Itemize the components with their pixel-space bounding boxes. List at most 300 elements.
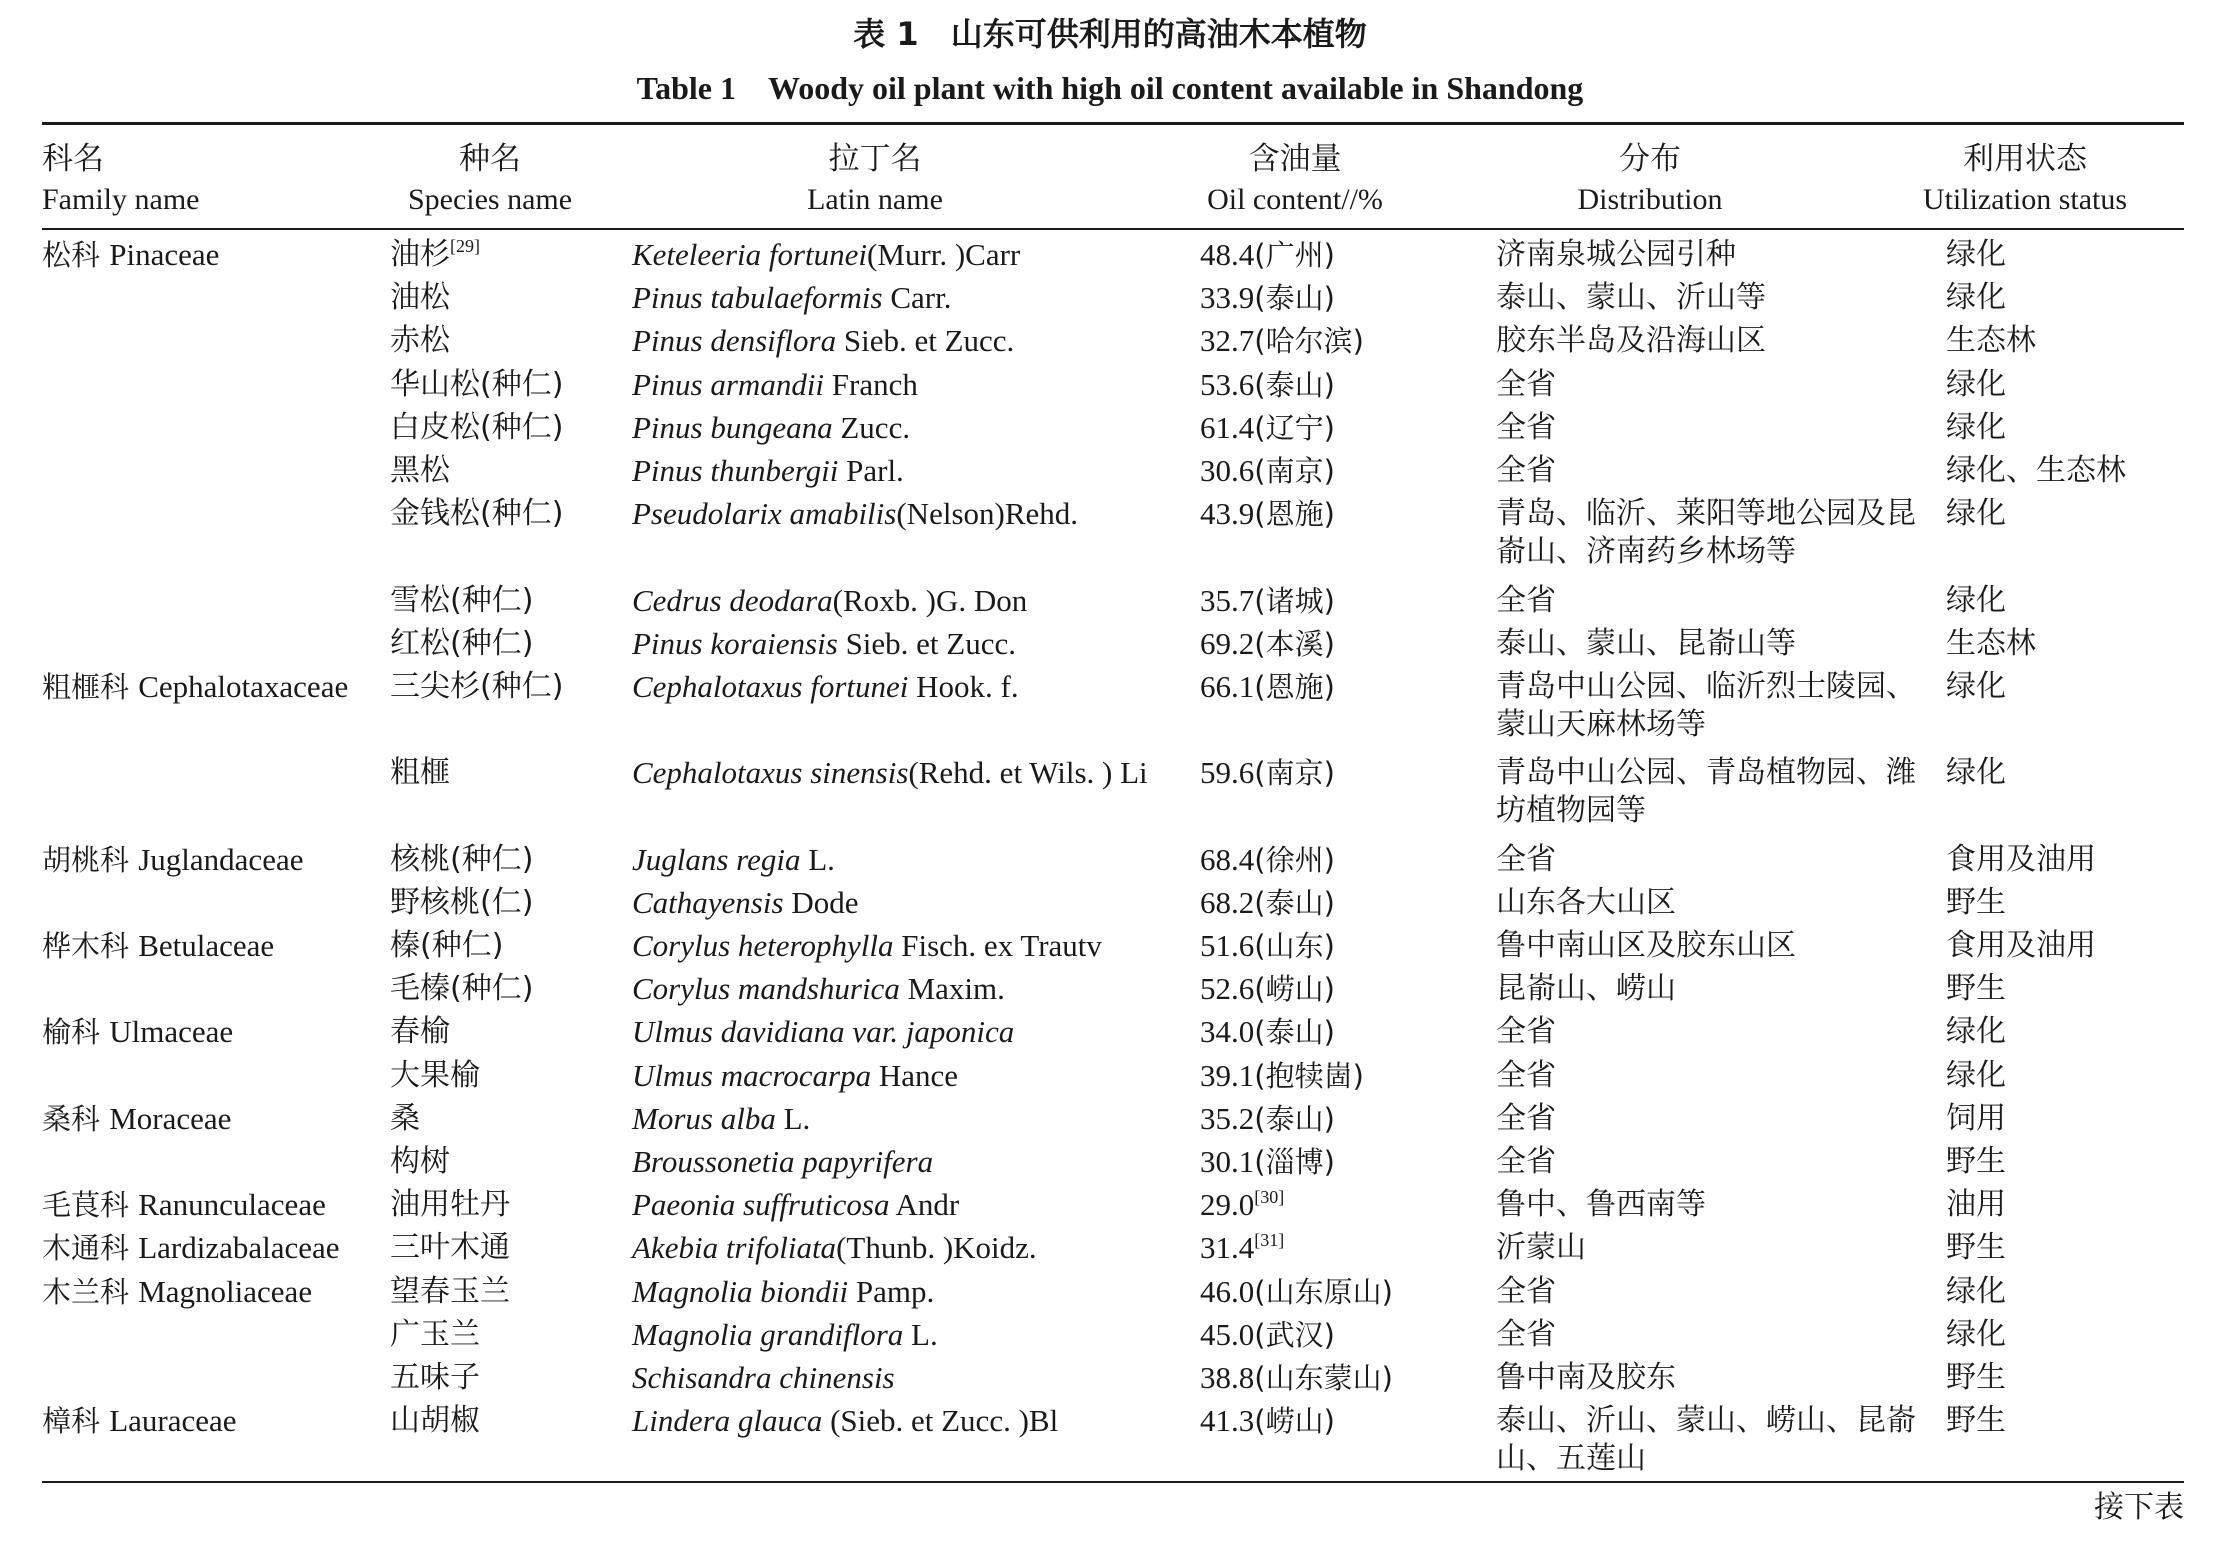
table-row — [0, 1057, 2220, 1100]
species-name: 五味子 — [390, 1359, 480, 1395]
oil-value: 48.4 — [1200, 237, 1255, 272]
oil-cell — [1200, 1100, 1480, 1138]
header-distribution-cn: 分布 — [1619, 141, 1681, 177]
oil-place: (本溪) — [1254, 626, 1335, 661]
latin-italic: Magnolia biondii — [632, 1273, 849, 1309]
distribution-cell — [1496, 409, 1936, 447]
utilization-text: 绿化 — [1946, 668, 2006, 704]
oil-place: (辽宁) — [1254, 410, 1335, 445]
distribution-cell — [1496, 1316, 1936, 1354]
latin-authority: Hance — [871, 1057, 959, 1093]
oil-cell — [1200, 582, 1480, 620]
species-cell — [390, 582, 620, 620]
table-row — [0, 1229, 2220, 1272]
species-name: 野核桃(仁) — [390, 884, 534, 920]
latin-cell — [632, 1402, 1152, 1440]
family-cn: 桑科 — [42, 1101, 101, 1136]
table-header — [0, 138, 2220, 224]
latin-italic: Ulmus macrocarpa — [632, 1057, 872, 1093]
species-cell — [390, 1186, 620, 1224]
species-cell — [390, 366, 620, 404]
latin-cell — [632, 409, 1152, 447]
oil-place: (恩施) — [1254, 669, 1335, 704]
latin-italic: Paeonia suffruticosa — [632, 1187, 890, 1223]
latin-cell — [632, 1100, 1152, 1138]
species-name: 油用牡丹 — [390, 1187, 510, 1223]
species-name: 白皮松(种仁) — [390, 409, 564, 445]
latin-authority: (Sieb. et Zucc. )Bl — [822, 1403, 1059, 1439]
utilization-text: 绿化 — [1946, 1057, 2006, 1093]
species-name: 毛榛(种仁) — [390, 971, 534, 1007]
oil-value: 33.9 — [1200, 280, 1255, 316]
species-name: 红松(种仁) — [390, 625, 534, 661]
utilization-text: 饲用 — [1946, 1100, 2006, 1136]
table-caption-en: Table 1 Woody oil plant with high oil content available in Shandong — [636, 70, 1584, 106]
distribution-cell — [1496, 1143, 1936, 1181]
header-utilization-en: Utilization status — [1922, 183, 2128, 216]
oil-place: (崂山) — [1254, 972, 1335, 1007]
distribution-text: 全省 — [1496, 452, 1556, 488]
oil-place: (泰山) — [1254, 1101, 1335, 1136]
distribution-text: 全省 — [1496, 1316, 1556, 1352]
species-name: 核桃(种仁) — [390, 841, 534, 877]
oil-value: 35.7 — [1200, 582, 1255, 618]
distribution-text: 青岛、临沂、莱阳等地公园及昆嵛山、济南药乡林场等 — [1496, 496, 1916, 570]
oil-value: 53.6 — [1200, 366, 1255, 402]
table-row — [0, 754, 2220, 840]
utilization-text: 绿化、生态林 — [1946, 452, 2126, 488]
utilization-text: 生态林 — [1946, 625, 2036, 661]
oil-cell — [1200, 1057, 1480, 1095]
continued-note: 接下表 — [2094, 1490, 2184, 1525]
oil-cell — [1200, 970, 1480, 1008]
oil-cell — [1200, 1186, 1480, 1224]
oil-value: 31.4 — [1200, 1230, 1255, 1266]
distribution-cell — [1496, 927, 1936, 965]
species-name: 大果榆 — [390, 1057, 480, 1093]
latin-authority: Fisch. ex Trautv — [893, 928, 1102, 964]
oil-place: (广州) — [1254, 238, 1335, 272]
family-cell — [42, 841, 372, 879]
species-name: 春榆 — [390, 1014, 450, 1050]
utilization-cell — [1946, 322, 2186, 360]
oil-cell — [1200, 409, 1480, 447]
species-cell — [390, 1013, 620, 1051]
species-cell — [390, 884, 620, 922]
species-name: 金钱松(种仁) — [390, 496, 564, 532]
family-cell — [42, 1186, 372, 1224]
utilization-text: 绿化 — [1946, 366, 2006, 402]
latin-authority: Zucc. — [832, 409, 911, 445]
species-ref: [29] — [450, 236, 480, 256]
latin-authority: L. — [800, 841, 835, 877]
distribution-cell — [1496, 1273, 1936, 1311]
oil-value: 45.0 — [1200, 1316, 1255, 1352]
header-latin-en: Latin name — [807, 183, 943, 216]
utilization-cell — [1946, 884, 2186, 922]
utilization-text: 油用 — [1946, 1187, 2006, 1223]
family-cn: 樟科 — [42, 1404, 101, 1439]
utilization-cell — [1946, 970, 2186, 1008]
oil-value: 41.3 — [1200, 1403, 1255, 1439]
latin-authority: (Roxb. )G. Don — [832, 582, 1028, 618]
family-cell — [42, 1013, 372, 1051]
oil-value: 68.2 — [1200, 884, 1255, 920]
species-name: 三尖杉(种仁) — [390, 668, 564, 704]
oil-cell — [1200, 1316, 1480, 1354]
distribution-cell — [1496, 1186, 1936, 1224]
latin-cell — [632, 668, 1152, 706]
oil-cell — [1200, 884, 1480, 922]
oil-place: (山东蒙山) — [1254, 1360, 1393, 1395]
oil-place: (山东) — [1254, 929, 1335, 964]
oil-cell — [1200, 1273, 1480, 1311]
oil-place: (泰山) — [1254, 281, 1335, 316]
distribution-cell — [1496, 582, 1936, 620]
distribution-cell — [1496, 1013, 1936, 1051]
table-row — [0, 1143, 2220, 1186]
distribution-text: 胶东半岛及沿海山区 — [1496, 323, 1766, 359]
family-cell — [42, 1402, 372, 1440]
latin-authority: Dode — [783, 884, 859, 920]
utilization-text: 绿化 — [1946, 755, 2006, 791]
family-cell — [42, 668, 372, 706]
species-name: 油松 — [390, 280, 450, 316]
distribution-text: 鲁中南及胶东 — [1496, 1359, 1676, 1395]
utilization-text: 食用及油用 — [1946, 928, 2096, 964]
latin-authority: (Thunb. )Koidz. — [836, 1230, 1037, 1266]
header-latin — [620, 138, 1130, 224]
utilization-cell — [1946, 625, 2186, 663]
latin-italic: Lindera glauca — [632, 1403, 823, 1439]
latin-cell — [632, 1273, 1152, 1311]
latin-italic: Keteleeria fortunei — [632, 237, 868, 272]
oil-value: 68.4 — [1200, 841, 1255, 877]
distribution-cell — [1496, 322, 1936, 360]
distribution-text: 沂蒙山 — [1496, 1230, 1586, 1266]
species-name: 油杉 — [390, 237, 450, 272]
oil-value: 61.4 — [1200, 409, 1255, 445]
latin-authority: Sieb. et Zucc. — [836, 323, 1015, 359]
species-cell — [390, 1316, 620, 1354]
distribution-cell — [1496, 236, 1936, 274]
table-body — [0, 236, 2220, 1489]
distribution-text: 全省 — [1496, 1100, 1556, 1136]
utilization-cell — [1946, 1402, 2186, 1440]
oil-cell — [1200, 754, 1480, 792]
latin-authority: Andr — [889, 1187, 960, 1223]
family-cn: 榆科 — [42, 1015, 101, 1050]
oil-place: (武汉) — [1254, 1317, 1335, 1352]
oil-value: 39.1 — [1200, 1057, 1255, 1093]
table-row — [0, 279, 2220, 322]
oil-cell — [1200, 495, 1480, 533]
species-cell — [390, 841, 620, 879]
table-row — [0, 495, 2220, 581]
distribution-cell — [1496, 1100, 1936, 1138]
latin-cell — [632, 1229, 1152, 1267]
latin-cell — [632, 279, 1152, 317]
oil-cell — [1200, 1143, 1480, 1181]
species-cell — [390, 236, 620, 274]
table-row — [0, 582, 2220, 625]
oil-cell — [1200, 927, 1480, 965]
table-row — [0, 927, 2220, 970]
table-row — [0, 322, 2220, 365]
distribution-text: 全省 — [1496, 582, 1556, 618]
species-cell — [390, 754, 620, 792]
distribution-text: 鲁中、鲁西南等 — [1496, 1187, 1706, 1223]
latin-italic: Morus alba — [632, 1100, 776, 1136]
latin-cell — [632, 1013, 1152, 1051]
latin-italic: Corylus heterophylla — [632, 928, 894, 964]
oil-cell — [1200, 625, 1480, 663]
table-bottom-rule — [42, 1481, 2184, 1483]
family-latin: Ulmaceae — [109, 1014, 234, 1050]
utilization-cell — [1946, 582, 2186, 620]
utilization-cell — [1946, 279, 2186, 317]
utilization-cell — [1946, 1186, 2186, 1224]
header-oil-cn: 含油量 — [1248, 141, 1342, 177]
table-row — [0, 841, 2220, 884]
oil-cell — [1200, 841, 1480, 879]
header-utilization-cn: 利用状态 — [1963, 141, 2087, 177]
distribution-text: 全省 — [1496, 1057, 1556, 1093]
distribution-cell — [1496, 1229, 1936, 1267]
table-row — [0, 1186, 2220, 1229]
family-cn: 粗榧科 — [42, 669, 130, 704]
species-cell — [390, 1100, 620, 1138]
species-cell — [390, 1402, 620, 1440]
oil-cell — [1200, 1013, 1480, 1051]
latin-cell — [632, 1057, 1152, 1095]
oil-place: (哈尔滨) — [1254, 324, 1364, 359]
distribution-cell — [1496, 625, 1936, 663]
family-cell — [42, 236, 372, 274]
distribution-cell — [1496, 1057, 1936, 1095]
species-cell — [390, 1057, 620, 1095]
family-cell — [42, 927, 372, 965]
latin-italic: Cephalotaxus sinensis — [632, 755, 909, 791]
species-cell — [390, 452, 620, 490]
latin-cell — [632, 970, 1152, 1008]
latin-italic: Corylus mandshurica — [632, 971, 900, 1007]
oil-value: 32.7 — [1200, 323, 1255, 359]
distribution-text: 全省 — [1496, 1143, 1556, 1179]
latin-cell — [632, 322, 1152, 360]
utilization-text: 野生 — [1946, 1143, 2006, 1179]
latin-italic: Akebia trifoliata — [632, 1230, 837, 1266]
header-species — [370, 138, 610, 224]
utilization-text: 绿化 — [1946, 1014, 2006, 1050]
species-cell — [390, 279, 620, 317]
species-cell — [390, 409, 620, 447]
latin-authority: Maxim. — [899, 971, 1005, 1007]
utilization-cell — [1946, 1316, 2186, 1354]
distribution-text: 昆嵛山、崂山 — [1496, 971, 1676, 1007]
utilization-text: 野生 — [1946, 971, 2006, 1007]
latin-italic: Cephalotaxus fortunei — [632, 668, 909, 704]
header-utilization — [1900, 138, 2150, 224]
utilization-text: 绿化 — [1946, 582, 2006, 618]
latin-cell — [632, 625, 1152, 663]
latin-authority: (Rehd. et Wils. ) Li — [908, 755, 1148, 791]
distribution-cell — [1496, 884, 1936, 922]
species-name: 榛(种仁) — [390, 928, 504, 964]
header-distribution-en: Distribution — [1577, 183, 1723, 216]
utilization-cell — [1946, 1013, 2186, 1051]
table-row — [0, 1359, 2220, 1402]
oil-value: 46.0 — [1200, 1273, 1255, 1309]
family-latin: Ranunculaceae — [138, 1187, 326, 1223]
latin-cell — [632, 582, 1152, 620]
species-name: 黑松 — [390, 452, 450, 488]
distribution-text: 济南泉城公园引种 — [1496, 237, 1736, 272]
latin-cell — [632, 366, 1152, 404]
oil-place: (南京) — [1254, 453, 1335, 488]
distribution-text: 山东各大山区 — [1496, 884, 1676, 920]
family-cn: 木兰科 — [42, 1274, 130, 1309]
family-cell — [42, 1100, 372, 1138]
latin-cell — [632, 495, 1152, 533]
table-row — [0, 1013, 2220, 1056]
latin-italic: Magnolia grandiflora — [632, 1316, 904, 1352]
latin-authority: (Murr. )Carr — [867, 237, 1021, 272]
latin-authority: Franch — [824, 366, 918, 402]
latin-cell — [632, 754, 1152, 792]
utilization-text: 绿化 — [1946, 1316, 2006, 1352]
table-header-rule — [42, 228, 2184, 230]
family-cn: 胡桃科 — [42, 842, 130, 877]
latin-cell — [632, 1186, 1152, 1224]
utilization-cell — [1946, 366, 2186, 404]
family-cn: 木通科 — [42, 1231, 130, 1266]
header-oil — [1170, 138, 1420, 224]
distribution-text: 泰山、沂山、蒙山、崂山、昆嵛山、五莲山 — [1496, 1403, 1916, 1477]
header-oil-en: Oil content//% — [1207, 183, 1383, 216]
species-name: 粗榧 — [390, 755, 450, 791]
species-name: 雪松(种仁) — [390, 582, 534, 618]
utilization-cell — [1946, 1100, 2186, 1138]
family-cn: 桦木科 — [42, 929, 130, 964]
utilization-text: 野生 — [1946, 1403, 2006, 1439]
distribution-cell — [1496, 279, 1936, 317]
utilization-cell — [1946, 1273, 2186, 1311]
distribution-text: 泰山、蒙山、沂山等 — [1496, 280, 1766, 316]
utilization-cell — [1946, 495, 2186, 533]
table-row — [0, 1100, 2220, 1143]
distribution-text: 全省 — [1496, 1273, 1556, 1309]
family-latin: Cephalotaxaceae — [138, 668, 349, 704]
distribution-text: 青岛中山公园、临沂烈士陵园、蒙山天麻林场等 — [1496, 668, 1916, 742]
utilization-cell — [1946, 754, 2186, 792]
table-row — [0, 452, 2220, 495]
utilization-text: 绿化 — [1946, 1273, 2006, 1309]
latin-italic: Pinus armandii — [632, 366, 825, 402]
utilization-text: 绿化 — [1946, 409, 2006, 445]
species-name: 广玉兰 — [390, 1316, 480, 1352]
oil-cell — [1200, 1229, 1480, 1267]
oil-cell — [1200, 322, 1480, 360]
latin-cell — [632, 452, 1152, 490]
family-latin: Moraceae — [109, 1100, 232, 1136]
latin-authority: (Nelson)Rehd. — [896, 496, 1079, 532]
oil-value: 51.6 — [1200, 928, 1255, 964]
oil-place: (泰山) — [1254, 367, 1335, 402]
table-row — [0, 236, 2220, 279]
header-family-cn: 科名 — [42, 141, 104, 177]
distribution-cell — [1496, 495, 1936, 571]
latin-authority: Sieb. et Zucc. — [837, 625, 1017, 661]
distribution-text: 泰山、蒙山、昆嵛山等 — [1496, 625, 1796, 661]
header-family-en: Family name — [42, 183, 200, 216]
table-caption-cn: 表 1 山东可供利用的高油木本植物 — [853, 15, 1367, 53]
oil-cell — [1200, 1402, 1480, 1440]
oil-value: 69.2 — [1200, 625, 1255, 661]
distribution-text: 青岛中山公园、青岛植物园、潍坊植物园等 — [1496, 755, 1916, 829]
utilization-text: 生态林 — [1946, 323, 2036, 359]
oil-place: (山东原山) — [1254, 1274, 1393, 1309]
oil-value: 59.6 — [1200, 755, 1255, 791]
utilization-text: 绿化 — [1946, 496, 2006, 532]
oil-value: 38.8 — [1200, 1359, 1255, 1395]
table-row — [0, 1316, 2220, 1359]
species-cell — [390, 1359, 620, 1397]
species-cell — [390, 668, 620, 706]
species-name: 桑 — [390, 1100, 420, 1136]
table-row — [0, 409, 2220, 452]
species-name: 赤松 — [390, 323, 450, 359]
oil-value: 66.1 — [1200, 668, 1255, 704]
oil-value: 35.2 — [1200, 1100, 1255, 1136]
table-row — [0, 1402, 2220, 1488]
utilization-cell — [1946, 1229, 2186, 1267]
header-latin-cn: 拉丁名 — [828, 141, 922, 177]
species-cell — [390, 625, 620, 663]
species-cell — [390, 1229, 620, 1267]
family-latin: Pinaceae — [109, 237, 220, 272]
table-row — [0, 668, 2220, 754]
oil-place: (诸城) — [1254, 583, 1335, 618]
oil-place: (淄博) — [1254, 1144, 1335, 1179]
oil-place: (恩施) — [1254, 497, 1335, 532]
latin-italic: Broussonetia papyrifera — [632, 1143, 934, 1179]
species-name: 望春玉兰 — [390, 1273, 510, 1309]
latin-cell — [632, 236, 1152, 274]
distribution-cell — [1496, 668, 1936, 744]
utilization-cell — [1946, 236, 2186, 274]
oil-cell — [1200, 668, 1480, 706]
latin-italic: Pinus densiflora — [632, 323, 837, 359]
distribution-cell — [1496, 366, 1936, 404]
oil-value: 29.0 — [1200, 1187, 1255, 1223]
utilization-text: 绿化 — [1946, 237, 2006, 272]
latin-cell — [632, 884, 1152, 922]
utilization-text: 食用及油用 — [1946, 841, 2096, 877]
utilization-cell — [1946, 1359, 2186, 1397]
table-row — [0, 970, 2220, 1013]
distribution-cell — [1496, 841, 1936, 879]
family-cell — [42, 1273, 372, 1311]
oil-cell — [1200, 236, 1480, 274]
distribution-text: 全省 — [1496, 1014, 1556, 1050]
oil-ref: [31] — [1254, 1230, 1285, 1251]
distribution-cell — [1496, 452, 1936, 490]
oil-place: (泰山) — [1254, 1015, 1335, 1050]
latin-cell — [632, 1316, 1152, 1354]
header-distribution — [1480, 138, 1820, 224]
species-cell — [390, 1273, 620, 1311]
